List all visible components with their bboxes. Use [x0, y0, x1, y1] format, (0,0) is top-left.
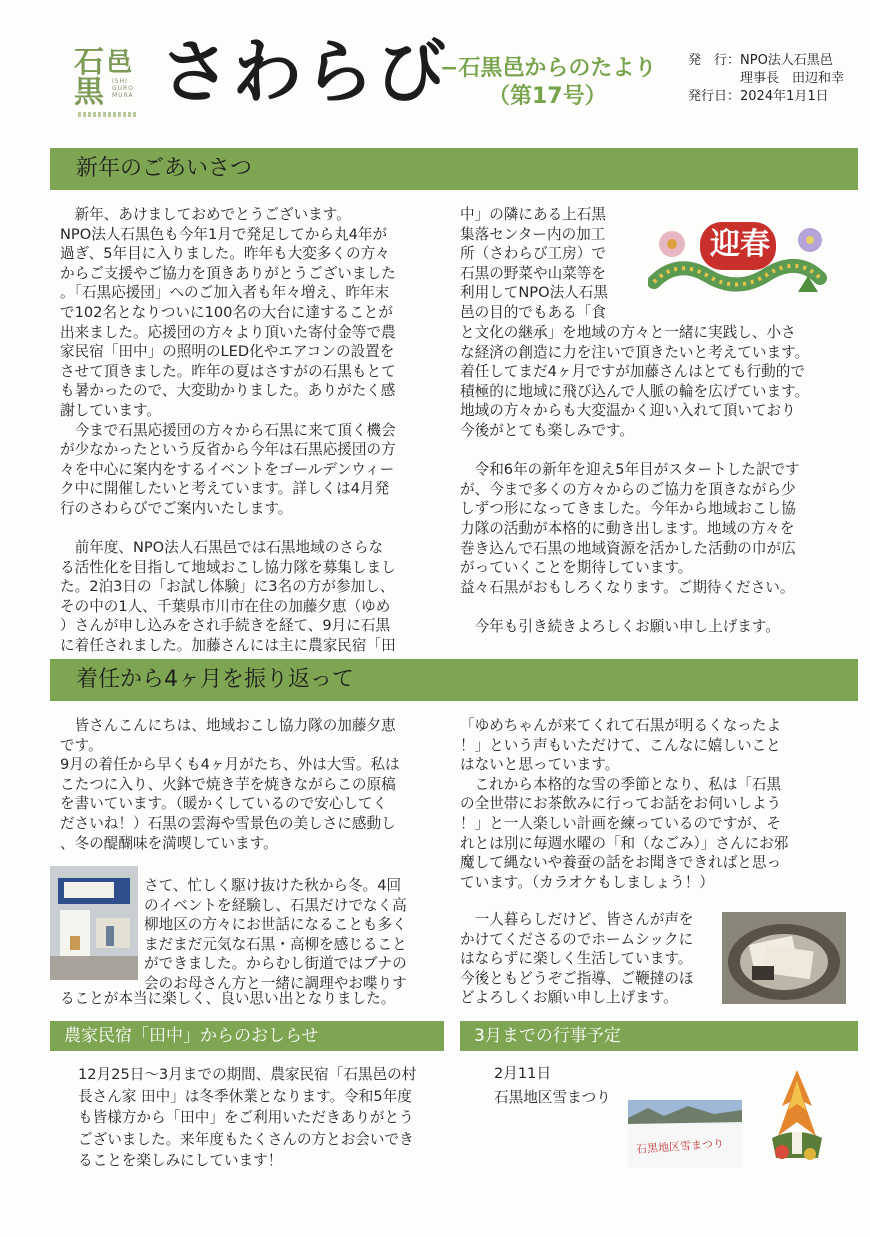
chair-label: 理事長 [740, 71, 780, 86]
text-line [460, 597, 860, 617]
text-line: 家民宿「田中」の照明のLED化やエアコンの設置を [60, 343, 395, 361]
logo-subtitle: ISHI GURO MURA [112, 78, 134, 99]
text-line: も暑かったので、大変助かりました。ありがたく感 [60, 382, 396, 400]
text-line: な経済の創造に力を注いで頂きたいと考えています。 [460, 343, 810, 361]
text-line: 。「石黒応援団」へのご加入者も年々増え、昨年末 [60, 284, 390, 302]
text-line: る活性化を目指して地域おこし協力隊を募集しまし [60, 558, 396, 576]
text-line: も皆様方から「田中」をご利用いただきありがとう [78, 1109, 414, 1127]
text-line: 今まで石黒応援団の方々から石黒に来て頂く機会 [60, 421, 396, 439]
text-line: た。2泊3日の「お試し体験」に3名の方が参加し、 [60, 578, 395, 596]
text-line: かけてくださるのでホームシックに [460, 930, 694, 948]
text-line: こたつに入り、火鉢で焼き芋を焼きながらこの原稿 [60, 775, 396, 793]
text-line: これから本格的な雪の季節となり、私は「石黒 [460, 775, 782, 793]
text-line: 今年も引き続きよろしくお願い申し上げます。 [460, 617, 780, 635]
date-label: 発行日： [688, 89, 741, 104]
text-line: 過ぎ、5年目に入りました。昨年も大変多くの方々 [60, 245, 390, 263]
text-line [60, 519, 458, 539]
issue-number: （第17号） [488, 84, 607, 109]
text-line [460, 441, 860, 461]
chair-value: 田辺和幸 [792, 71, 845, 86]
text-line: 皆さんこんにちは、地域おこし協力隊の加藤夕恵 [60, 717, 396, 734]
text-line: 会のお母さん方と一緒に調理やお喋りす [144, 974, 407, 992]
text-line: と文化の継承」を地域の方々と一緒に実践し、小さ [460, 324, 796, 341]
text-line: 巻き込んで石黒の地域資源を活かした活動の巾が広 [460, 539, 796, 557]
text-line: 謝しています。 [60, 401, 161, 419]
logo-char-kuro: 黒 [74, 75, 104, 110]
new-year-right-top-column [460, 205, 640, 323]
text-line: 長さん家 田中」は冬季休業となります。令和5年度 [78, 1087, 412, 1105]
text-line: 中」の隣にある上石黒 [460, 206, 606, 223]
text-line: 石黒の野菜や山菜等を [460, 264, 606, 282]
text-line: ク中に開催したいと考えています。詳しくは4月発 [60, 480, 390, 498]
report-left-top-column [60, 716, 458, 853]
report-left-mid-column [144, 876, 454, 994]
logo-rice-bar [78, 112, 136, 117]
text-line: 々を中心に案内をするイベントをゴールデンウィー [60, 460, 395, 478]
newsletter-subtitle: −石黒邑からのたより [440, 56, 657, 81]
text-line: 集落センター内の加工 [460, 225, 606, 243]
section-header-four-months: 着任から4ヶ月を振り返って [50, 659, 858, 701]
new-year-left-column [60, 205, 458, 656]
text-line: 所（さわらび工房）で [460, 245, 606, 263]
logo-char-ishi: 石 [74, 45, 104, 80]
text-line: しずつ形になってきました。今年から地域おこし協 [460, 500, 796, 518]
text-line: 力隊の活動が本格的に動き出します。地域の方々を [460, 519, 795, 537]
text-line: はないと思っています。 [460, 756, 620, 774]
text-line: に着任されました。加藤さんには主に農家民宿「田 [60, 637, 396, 655]
publisher-label: 発 行： [688, 53, 741, 68]
text-line: 柳地区の方々にお世話になることも多く [144, 916, 407, 934]
publisher-line [688, 52, 833, 70]
text-line: 、冬の醍醐味を満喫しています。 [60, 834, 278, 852]
text-line: 令和6年の新年を迎え5年目がスタートした訳です [460, 461, 800, 479]
logo [68, 44, 138, 116]
text-line: 利用してNPO法人石黒 [460, 284, 608, 302]
snow-sign-text: 石黒地区雪まつり [635, 1136, 725, 1157]
text-line: の全世帯にお茶飲みに行ってお話をお伺いしよう [460, 795, 782, 813]
text-line: が少なかったという反省から今年は石黒応援団の方 [60, 441, 396, 459]
text-line: ができました。からむし街道ではブナの [144, 955, 407, 973]
text-line: 出来ました。応援団の方々より頂いた寄付金等で農 [60, 323, 396, 341]
text-line: はならずに楽しく生活しています。 [460, 950, 693, 968]
text-line: のイベントを経験し、石黒だけでなく高 [144, 896, 407, 914]
text-line: させて頂きました。昨年の夏はさすがの石黒もとて [60, 362, 396, 380]
text-line: ださいね！）石黒の雲海や雪景色の美しさに感動し [60, 814, 396, 832]
text-line: がっていくことを期待しています。 [460, 559, 693, 577]
date-value: 2024年1月1日 [740, 89, 829, 104]
text-line: です。 [60, 736, 103, 754]
text-line: 9月の着任から早くも4ヶ月がたち、外は大雪。私は [60, 756, 400, 774]
tanaka-notice [78, 1064, 450, 1172]
text-line: ！」と一人楽しい計画を練っているのですが、そ [460, 814, 782, 832]
text-line: ございました。来年度もたくさんの方とお会いでき [78, 1130, 414, 1148]
geishun-dragon-illustration [648, 218, 828, 314]
chair-line [740, 70, 844, 88]
hibachi-photo [722, 912, 846, 1004]
report-left-last-line: ることが本当に楽しく、良い思い出となりました。 [60, 990, 396, 1007]
text-line: ）さんが申し込みをされ手続きを経て、9月に石黒 [60, 617, 391, 635]
text-line: 12月25日〜3月までの期間、農家民宿「石黒邑の村 [78, 1066, 417, 1083]
section-header-new-year: 新年のごあいさつ [50, 148, 858, 190]
text-line: で102名となりついに100名の大台に達することが [60, 303, 393, 321]
text-line: 積極的に地域に飛び込んで人脈の輪を広げています。 [460, 382, 810, 400]
text-line: れとは別に毎週水曜の「和（なごみ）」さんにお邪 [460, 834, 789, 852]
text-line: 「ゆめちゃんが来てくれて石黒が明るくなったよ [460, 717, 782, 734]
text-line: が、今まで多くの方々からのご協力を頂きながら少 [460, 480, 796, 498]
publisher-value: NPO法人石黒邑 [740, 53, 833, 68]
report-right-bottom-column [460, 910, 724, 1008]
text-line: 着任してまだ4ヶ月ですが加藤さんはとても行動的で [460, 363, 805, 381]
text-line: 新年、あけましておめでとうございます。 [60, 206, 351, 223]
date-line [688, 88, 829, 106]
event-photo-svg [50, 866, 138, 980]
text-line: どよろしくお願い申し上げます。 [460, 989, 678, 1007]
text-line: を書いています。（暖かくしているので安心してく [60, 795, 388, 813]
text-line: 今後ともどうぞご指導、ご鞭撻のほ [460, 969, 694, 987]
text-line: ています。（カラオケもしましょう！） [460, 873, 714, 891]
text-line: 邑の目的でもある「食 [460, 303, 606, 321]
newsletter-title: さわらび [160, 30, 448, 113]
sainokami-svg [752, 1066, 842, 1170]
event-name: 石黒地区雪まつり [494, 1089, 611, 1106]
text-line: その中の1人、千葉県市川市在住の加藤夕恵（ゆめ [60, 597, 391, 615]
section-header-tanaka: 農家民宿「田中」からのおしらせ [50, 1021, 444, 1051]
text-line: からご支援やご協力を頂きありがとうございました [60, 264, 396, 282]
section-header-events: 3月までの行事予定 [460, 1021, 858, 1051]
new-year-right-column [460, 323, 860, 637]
text-line: 一人暮らしだけど、皆さんが声を [460, 911, 694, 928]
sainokami-illustration [752, 1066, 842, 1170]
text-line: ることを楽しみにしています！ [78, 1152, 283, 1170]
hibachi-photo-svg [722, 912, 846, 1004]
text-line: さて、忙しく駆け抜けた秋から冬。4回 [144, 877, 402, 894]
report-right-column [460, 716, 860, 892]
text-line: NPO法人石黒色も今年1月で発足してから丸4年が [60, 225, 388, 243]
text-line: 行のさわらびでご案内いたします。 [60, 499, 293, 517]
text-line: 益々石黒がおもしろくなります。ご期待ください。 [460, 578, 795, 596]
event-photo [50, 866, 138, 980]
text-line: 今後がとても楽しみです。 [460, 421, 634, 439]
text-line: 地域の方々からも大変温かく迎い入れて頂いており [460, 402, 796, 420]
text-line: ！」という声もいただけて、こんなに嬉しいこと [460, 736, 781, 754]
text-line: 魔して縄ないや養蚕の話をお聞きできればと思っ [460, 854, 782, 872]
event-date: 2月11日 [494, 1065, 552, 1082]
snow-photo-svg [628, 1100, 742, 1168]
geishun-stamp-text: 迎春 [710, 227, 770, 262]
snow-festival-photo [628, 1100, 742, 1168]
text-line: まだまだ元気な石黒・高柳を感じること [144, 935, 407, 953]
text-line: 前年度、NPO法人石黒邑では石黒地域のさらな [60, 539, 384, 557]
logo-char-mura: 邑 [106, 48, 133, 78]
